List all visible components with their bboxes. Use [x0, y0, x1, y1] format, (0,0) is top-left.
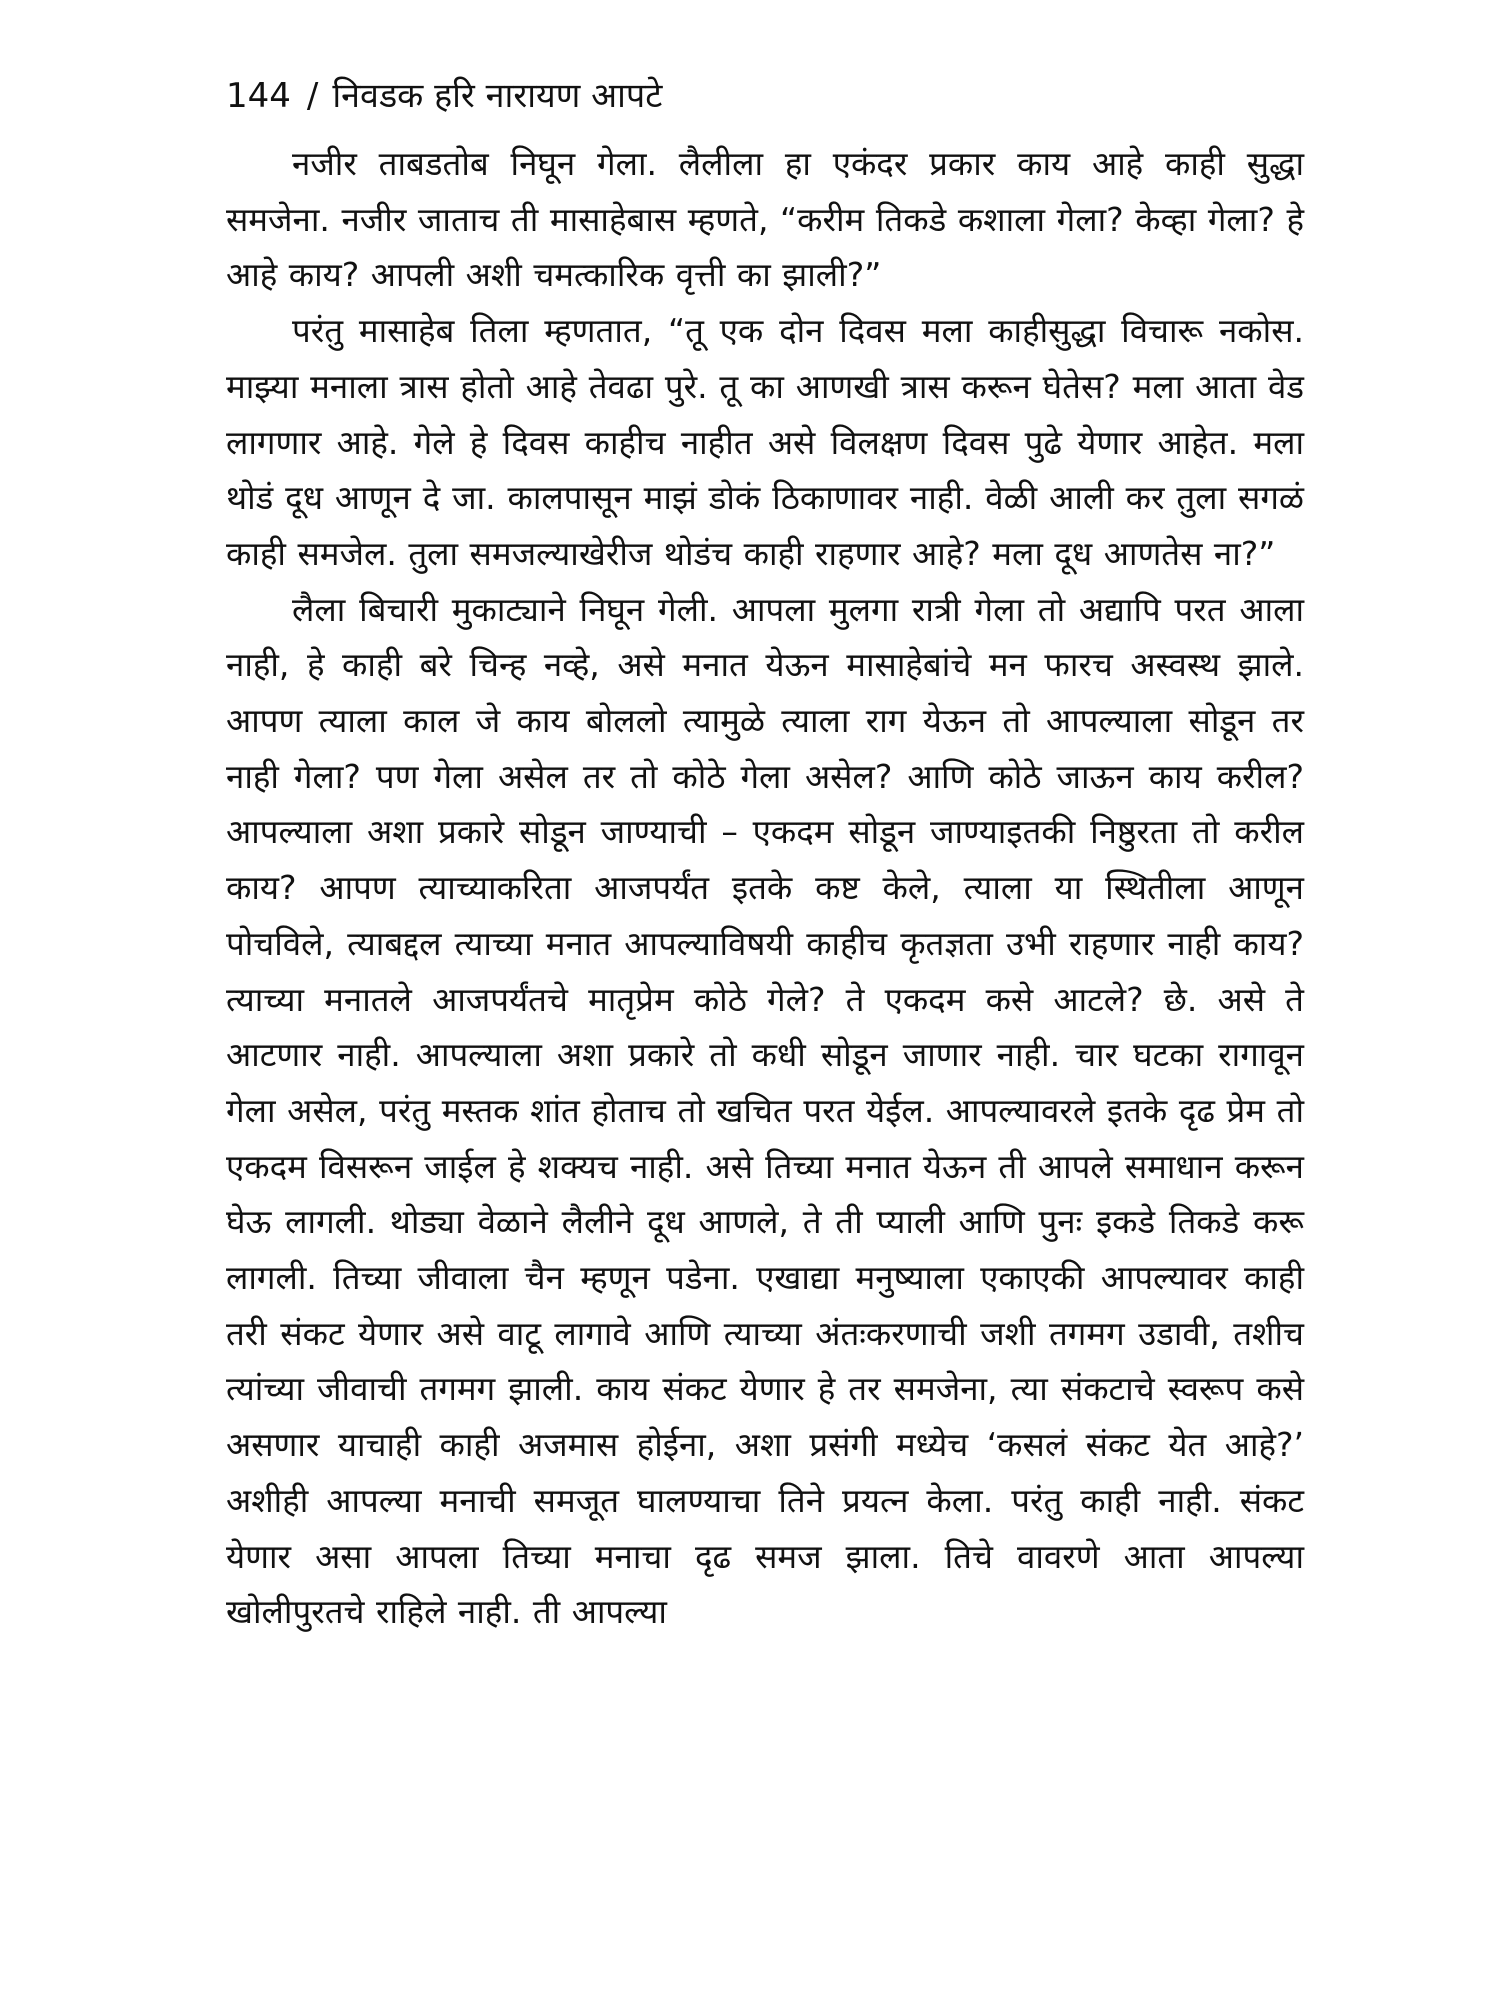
header-separator: / [306, 76, 319, 116]
paragraph: लैला बिचारी मुकाट्याने निघून गेली. आपला मुलगा रात्री गेला तो अद्यापि परत आला नाही, हे काही बरे चिन्ह नव्हे, असे मनात येऊन मासाहेबांचे मन फारच अस्वस्थ झाले. आपण त्याला काल जे काय बोललो त्यामुळे त्याला राग येऊन तो आपल्याला सोडून तर नाही गेला? पण गेला असेल तर तो कोठे गेला असेल? आणि कोठे जाऊन काय करील? आपल्याला अशा प्रकारे सोडून जाण्याची – एकदम सोडून जाण्याइतकी निष्ठुरता तो करील काय? आपण त्याच्याकरिता आजपर्यंत इतके कष्ट केले, त्याला या स्थितीला आणून पोचविले, त्याबद्दल त्याच्या मनात आपल्याविषयी काहीच कृतज्ञता उभी राहणार नाही काय? त्याच्या मनातले आजपर्यंतचे मातृप्रेम कोठे गेले? ते एकदम कसे आटले? छे. असे ते आटणार नाही. आपल्याला अशा प्रकारे तो कधी सोडून जाणार नाही. चार घटका रागावून गेला असेल, परंतु मस्तक शांत होताच तो खचित परत येईल. आपल्यावरले इतके दृढ प्रेम तो एकदम विसरून जाईल हे शक्यच नाही. असे तिच्या मनात येऊन ती आपले समाधान करून घेऊ लागली. थोड्या वेळाने लैलीने दूध आणले, ते ती प्याली आणि पुनः इकडे तिकडे करू लागली. तिच्या जीवाला चैन म्हणून पडेना. एखाद्या मनुष्याला एकाएकी आपल्यावर काही तरी संकट येणार असे वाटू लागावे आणि त्याच्या अंतःकरणाची जशी तगमग उडावी, तशीच त्यांच्या जीवाची तगमग झाली. काय संकट येणार हे तर समजेना, त्या संकटाचे स्वरूप कसे असणार याचाही काही अजमास होईना, अशा प्रसंगी मध्येच ‘कसलं संकट येत आहे?’ अशीही आपल्या मनाची समजूत घालण्याचा तिने प्रयत्न केला. परंतु काही नाही. संकट येणार असा आपला तिच्या मनाचा दृढ समज झाला. तिचे वावरणे आता आपल्या खोलीपुरतचे राहिले नाही. ती आपल्या [226, 589, 1304, 1632]
book-title: निवडक हरि नारायण आपटे [332, 76, 663, 116]
paragraph: नजीर ताबडतोब निघून गेला. लैलीला हा एकंदर प्रकार काय आहे काही सुद्धा समजेना. नजीर जाताच ती मासाहेबास म्हणते, “करीम तिकडे कशाला गेला? केव्हा गेला? हे आहे काय? आपली अशी चमत्कारिक वृत्ती का झाली?” [226, 144, 1304, 295]
body-text [226, 136, 1304, 1640]
running-header [226, 72, 1304, 120]
page-number: 144 [226, 76, 291, 116]
paragraph: परंतु मासाहेब तिला म्हणतात, “तू एक दोन दिवस मला काहीसुद्धा विचारू नकोस. माझ्या मनाला त्रास होतो आहे तेवढा पुरे. तू का आणखी त्रास करून घेतेस? मला आता वेड लागणार आहे. गेले हे दिवस काहीच नाहीत असे विलक्षण दिवस पुढे येणार आहेत. मला थोडं दूध आणून दे जा. कालपासून माझं डोकं ठिकाणावर नाही. वेळी आली कर तुला सगळं काही समजेल. तुला समजल्याखेरीज थोडंच काही राहणार आहे? मला दूध आणतेस ना?” [226, 311, 1304, 573]
